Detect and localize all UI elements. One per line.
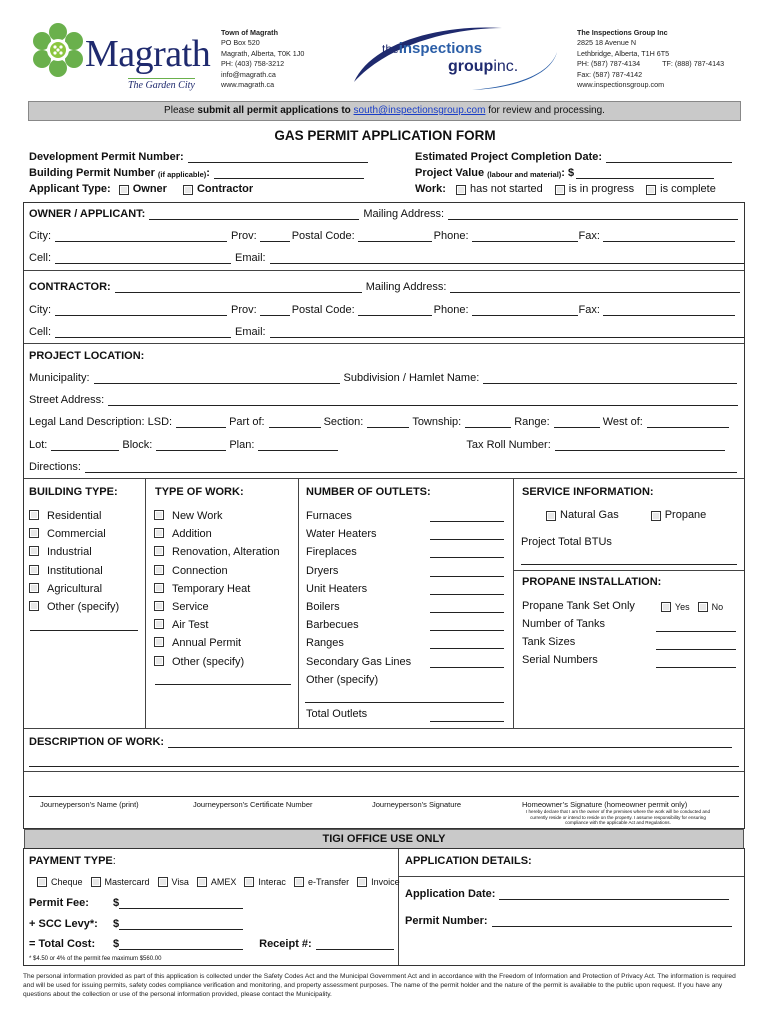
type-of-work-item[interactable] (154, 653, 280, 671)
tig-wordmark-line2 (448, 58, 518, 76)
type-of-work-item[interactable] (154, 616, 280, 634)
method-label: Interac (258, 877, 286, 887)
not-started-label: has not started (469, 183, 543, 195)
checkbox[interactable] (29, 565, 39, 575)
checkbox[interactable] (154, 528, 164, 538)
outlet-input[interactable] (430, 594, 504, 595)
type-of-work-title: TYPE OF WORK: (155, 486, 244, 498)
item-label: Service (172, 601, 209, 614)
checkbox[interactable] (154, 601, 164, 611)
tig-tf: TF: (888) 787-4143 (662, 59, 725, 69)
serials-label: Serial Numbers (522, 654, 598, 666)
homeowner-declaration: I hereby declare that I am the owner of the premises where the work will be conducted and currently reside or intend to reside on the property. I assume responsibility for ensuring compliance with the applicable Act and Regulations. (525, 809, 711, 826)
dev-permit-input[interactable] (188, 152, 368, 163)
contractor-mailing-label: Mailing Address: (365, 281, 447, 293)
tig-ph: PH: (587) 787-4134 (577, 59, 641, 69)
subdivision-input[interactable] (483, 373, 737, 384)
dev-permit-row (29, 151, 368, 163)
contractor-email-input[interactable] (270, 327, 744, 338)
street-label: Street Address: (29, 394, 105, 406)
outlet-input[interactable] (430, 539, 504, 540)
outlet-input[interactable] (430, 630, 504, 631)
scc-footnote: * $4.50 or 4% of the permit fee maximum $560.00 (29, 956, 162, 962)
work-label: Work: (415, 183, 446, 195)
method-label: e-Transfer (307, 877, 350, 887)
item-label: Other (specify) (47, 601, 120, 614)
app-details-title: APPLICATION DETAILS: (405, 855, 532, 867)
permit-number-input[interactable] (492, 916, 732, 927)
total-cost-label: = Total Cost: (29, 938, 96, 950)
checkbox[interactable] (154, 565, 164, 575)
item-label: Air Test (172, 619, 209, 632)
contractor-checkbox[interactable] (183, 185, 193, 195)
item-label: Industrial (47, 546, 92, 559)
submit-email-link[interactable]: south@inspectionsgroup.com (353, 105, 486, 116)
project-value-label: Project Value (415, 167, 485, 179)
lot-input[interactable] (51, 440, 119, 451)
outlet-label: Water Heaters (306, 528, 377, 541)
contractor-fax-input[interactable] (603, 305, 735, 316)
owner-name-input[interactable] (149, 209, 359, 220)
outlet-label: Boilers (306, 601, 340, 614)
owner-fax-label: Fax: (578, 230, 600, 242)
item-label: Residential (47, 510, 102, 522)
tank-set-row (522, 600, 723, 612)
owner-fax-input[interactable] (603, 231, 735, 242)
payment-title-text: PAYMENT TYPE (29, 855, 113, 867)
checkbox[interactable] (29, 528, 39, 538)
building-type-list (29, 507, 119, 616)
owner-row-2 (29, 230, 735, 242)
complete-checkbox[interactable] (646, 185, 656, 195)
description-input[interactable] (168, 737, 732, 748)
journeyperson-name-label: Journeyperson’s Name (print) (40, 800, 139, 809)
interac-checkbox[interactable] (244, 877, 254, 887)
outlet-input[interactable] (430, 576, 504, 577)
divider (398, 849, 399, 965)
natural-gas-checkbox[interactable] (546, 511, 556, 521)
divider (513, 570, 744, 571)
type-of-work-other-input[interactable] (155, 684, 291, 685)
item-label: Agricultural (47, 582, 103, 595)
bldg-permit-input[interactable] (214, 168, 364, 179)
owner-row-1 (29, 208, 738, 220)
sizes-input[interactable] (656, 649, 736, 650)
item-label: New Work (172, 510, 223, 522)
receipt-label: Receipt #: (259, 938, 312, 950)
project-value-input[interactable] (576, 168, 714, 179)
homeowner-sig-label: Homeowner’s Signature (homeowner permit only) (522, 800, 688, 809)
building-type-item[interactable] (29, 598, 119, 616)
total-outlets-label: Total Outlets (306, 708, 368, 720)
permit-fee-row (29, 897, 243, 909)
tanks-label: Number of Tanks (522, 618, 605, 630)
mastercard-checkbox[interactable] (91, 877, 101, 887)
outlet-label: Fireplaces (306, 546, 357, 559)
etransfer-checkbox[interactable] (294, 877, 304, 887)
contractor-mailing-input[interactable] (450, 282, 740, 293)
dollar: : $ (561, 167, 575, 179)
no-label: No (711, 602, 724, 612)
magrath-logo (30, 18, 210, 93)
location-row-3 (29, 416, 729, 428)
description-input-2[interactable] (29, 766, 739, 767)
invoice-checkbox[interactable] (357, 877, 367, 887)
location-row-5 (29, 461, 737, 473)
item-label: Addition (172, 528, 212, 541)
not-started-checkbox[interactable] (456, 185, 466, 195)
owner-email-label: Email: (235, 252, 266, 264)
contractor-row-2 (29, 304, 735, 316)
location-row-4 (29, 439, 725, 451)
btus-label: Project Total BTUs (521, 536, 612, 548)
signature-line[interactable] (29, 796, 739, 797)
app-date-input[interactable] (499, 889, 729, 900)
range-label: Range: (514, 416, 550, 428)
addr-line: Town of Magrath (221, 28, 278, 37)
propane-title: PROPANE INSTALLATION: (522, 576, 662, 588)
tanks-input[interactable] (656, 631, 736, 632)
type-of-work-item[interactable] (154, 598, 280, 616)
range-input[interactable] (554, 417, 600, 428)
yes-label: Yes (674, 602, 690, 612)
colon: : (112, 855, 116, 867)
service-fuel-row (546, 509, 706, 521)
contractor-phone-input[interactable] (472, 305, 578, 316)
visa-checkbox[interactable] (158, 877, 168, 887)
est-completion-input[interactable] (606, 152, 732, 163)
description-title: DESCRIPTION OF WORK: (29, 736, 165, 748)
owner-city-label: City: (29, 230, 51, 242)
checkbox[interactable] (154, 619, 164, 629)
receipt-input[interactable] (316, 939, 394, 950)
owner-email-input[interactable] (270, 253, 744, 264)
method-label: AMEX (210, 877, 237, 887)
app-date-row (405, 888, 729, 900)
divider (399, 876, 744, 877)
magrath-wordmark: Magrath (85, 33, 211, 75)
divider (298, 479, 299, 728)
contractor-prov-label: Prov: (231, 304, 257, 316)
item-label: Connection (172, 564, 228, 577)
est-completion-row (415, 151, 732, 163)
township-label: Township: (412, 416, 462, 428)
if-applicable-note: (if applicable) (157, 170, 207, 179)
lot-label: Lot: (29, 439, 48, 451)
section-input[interactable] (367, 417, 409, 428)
project-value-row (415, 167, 714, 179)
permit-number-label: Permit Number: (405, 915, 488, 927)
outlet-label: Unit Heaters (306, 582, 368, 595)
building-type-item[interactable] (29, 580, 119, 598)
flower-icon (32, 22, 84, 80)
complete-label: is complete (660, 183, 716, 195)
est-completion-label: Estimated Project Completion Date: (415, 151, 603, 163)
block-input[interactable] (156, 440, 226, 451)
method-label: Invoice (371, 877, 400, 887)
owner-checkbox[interactable] (119, 185, 129, 195)
township-input[interactable] (465, 417, 511, 428)
in-progress-checkbox[interactable] (555, 185, 565, 195)
work-status-row (415, 183, 716, 195)
street-input[interactable] (108, 395, 738, 406)
owner-title: OWNER / APPLICANT: (29, 208, 146, 220)
location-title: PROJECT LOCATION: (29, 350, 145, 362)
btus-input[interactable] (521, 564, 737, 565)
addr-line: www.inspectionsgroup.com (577, 80, 665, 90)
item-label: Renovation, Alteration (172, 546, 280, 559)
building-type-item[interactable] (29, 507, 119, 525)
owner-mailing-label: Mailing Address: (363, 208, 445, 220)
amex-checkbox[interactable] (197, 877, 207, 887)
checkbox[interactable] (154, 637, 164, 647)
payment-methods (37, 877, 400, 887)
part-of-label: Part of: (229, 416, 265, 428)
owner-cell-label: Cell: (29, 252, 52, 264)
building-type-item[interactable] (29, 543, 119, 561)
type-of-work-item[interactable] (154, 543, 280, 561)
checkbox[interactable] (29, 601, 39, 611)
dev-permit-label: Development Permit Number: (29, 151, 184, 163)
checkbox[interactable] (29, 583, 39, 593)
directions-input[interactable] (85, 462, 737, 473)
type-of-work-item[interactable] (154, 525, 280, 543)
contractor-postal-label: Postal Code: (291, 304, 355, 316)
addr-line: info@magrath.ca (221, 69, 276, 79)
type-of-work-item[interactable] (154, 562, 280, 580)
checkbox[interactable] (154, 546, 164, 556)
propane-label: Propane (664, 509, 707, 521)
bldg-permit-row (29, 167, 364, 179)
owner-phone-input[interactable] (472, 231, 578, 242)
contractor-label: Contractor (196, 183, 254, 195)
permit-number-row (405, 915, 732, 927)
addr-line: PO Box 520 (221, 38, 260, 48)
lsd-label: Legal Land Description: LSD: (29, 416, 173, 428)
applicant-type-row (29, 183, 253, 195)
owner-cell-input[interactable] (55, 253, 231, 264)
contractor-row-1 (29, 281, 740, 293)
office-use-bar (24, 829, 744, 849)
building-type-title: BUILDING TYPE: (29, 486, 118, 498)
tig-inspections: inspections (398, 40, 483, 57)
tank-set-label: Propane Tank Set Only (522, 600, 635, 612)
journeyperson-sig-label: Journeyperson’s Signature (372, 800, 462, 809)
tig-logo (352, 22, 562, 94)
contractor-name-input[interactable] (115, 282, 362, 293)
applicant-type-label: Applicant Type: (29, 183, 111, 195)
addr-line: www.magrath.ca (221, 80, 275, 90)
addr-line: The Inspections Group Inc (577, 28, 668, 37)
outlet-input[interactable] (430, 648, 504, 649)
scc-label: + SCC Levy*: (29, 918, 98, 930)
scc-input[interactable] (119, 919, 243, 930)
section-label: Section: (323, 416, 364, 428)
lsd-input[interactable] (176, 417, 226, 428)
divider (24, 771, 744, 772)
outlet-label: Secondary Gas Lines (306, 655, 412, 668)
colon: : (206, 167, 210, 179)
contractor-title: CONTRACTOR: (29, 281, 111, 293)
dollar: $ (113, 918, 120, 930)
outlets-title: NUMBER OF OUTLETS: (306, 486, 431, 498)
location-row-2 (29, 394, 738, 406)
bldg-permit-label: Building Permit Number (29, 167, 155, 179)
checkbox[interactable] (29, 510, 39, 520)
owner-prov-input[interactable] (260, 231, 290, 242)
outlet-input[interactable] (430, 557, 504, 558)
privacy-notice: The personal information provided as part of this application is collected under the Safety Codes Act and the Municipal Government Act and in accordance with the Freedom of Information and Protection of Privacy Act. The information is required and will be used for issuing permits, safety codes compliance verification and monitoring, and property assessment purposes. The name of the permit holder and the nature of the permit is available to the public upon request. If you have any questions about the collection or use of the personal information provided, please contact the Municipality. (23, 973, 736, 998)
total-cost-row (29, 938, 394, 950)
addr-line: Fax: (587) 787-4142 (577, 69, 643, 79)
method-label: Mastercard (104, 877, 150, 887)
checkbox[interactable] (154, 510, 164, 520)
checkbox[interactable] (154, 656, 164, 666)
dollar: $ (113, 897, 120, 909)
contractor-postal-input[interactable] (358, 305, 432, 316)
contractor-prov-input[interactable] (260, 305, 290, 316)
tig-group: group (448, 58, 494, 75)
divider (513, 479, 514, 728)
addr-line: Magrath, Alberta, T0K 1J0 (221, 48, 305, 58)
outlets-list (306, 507, 411, 689)
contractor-row-3 (29, 326, 744, 338)
plan-label: Plan: (229, 439, 255, 451)
scc-row (29, 918, 243, 930)
contractor-cell-input[interactable] (55, 327, 231, 338)
propane-checkbox[interactable] (651, 511, 661, 521)
addr-line: Lethbridge, Alberta, T1H 6T5 (577, 48, 670, 58)
app-date-label: Application Date: (405, 888, 496, 900)
divider (145, 479, 146, 728)
building-type-item[interactable] (29, 525, 119, 543)
outlet-label: Dryers (306, 564, 339, 577)
divider (24, 270, 744, 271)
item-label: Commercial (47, 528, 106, 541)
tax-roll-label: Tax Roll Number: (466, 439, 551, 451)
labour-note: (labour and material) (487, 170, 562, 179)
owner-label: Owner (132, 183, 167, 195)
tig-address (577, 28, 724, 90)
type-of-work-item[interactable] (154, 634, 280, 652)
outlet-label: Furnaces (306, 510, 352, 522)
contractor-fax-label: Fax: (578, 304, 600, 316)
serials-input[interactable] (656, 667, 736, 668)
dollar: $ (113, 938, 120, 950)
outlet-label: Ranges (306, 637, 344, 650)
method-label: Cheque (51, 877, 83, 887)
form-title: GAS PERMIT APPLICATION FORM (274, 128, 496, 143)
checkbox[interactable] (154, 583, 164, 593)
total-outlets-input[interactable] (430, 721, 504, 722)
banner-text: for review and processing. (485, 105, 605, 116)
checkbox[interactable] (29, 546, 39, 556)
owner-prov-label: Prov: (231, 230, 257, 242)
building-type-item[interactable] (29, 562, 119, 580)
addr-line: PH: (403) 758-3212 (221, 59, 285, 69)
owner-postal-label: Postal Code: (291, 230, 355, 242)
location-row-1 (29, 372, 737, 384)
municipality-label: Municipality: (29, 372, 90, 384)
contractor-city-label: City: (29, 304, 51, 316)
no-checkbox[interactable] (698, 602, 708, 612)
payment-title (29, 855, 116, 867)
outlet-label: Other (specify) (306, 673, 379, 686)
item-label: Institutional (47, 564, 103, 577)
tig-phones (577, 59, 724, 69)
contractor-city-input[interactable] (55, 305, 227, 316)
in-progress-label: is in progress (568, 183, 635, 195)
journeyperson-cert-label: Journeyperson’s Certificate Number (193, 800, 313, 809)
west-of-label: West of: (602, 416, 643, 428)
outlet-other-input[interactable] (305, 702, 504, 703)
item-label: Annual Permit (172, 637, 242, 650)
permit-fee-label: Permit Fee: (29, 897, 89, 909)
type-of-work-list (154, 507, 280, 671)
yes-checkbox[interactable] (661, 602, 671, 612)
outlet-input[interactable] (430, 667, 504, 668)
tax-roll-input[interactable] (555, 440, 725, 451)
outlet-input[interactable] (430, 612, 504, 613)
subdivision-label: Subdivision / Hamlet Name: (343, 372, 480, 384)
divider (24, 728, 744, 729)
description-row (29, 736, 732, 748)
item-label: Temporary Heat (172, 582, 251, 595)
building-type-other-input[interactable] (30, 630, 138, 631)
sizes-label: Tank Sizes (522, 636, 576, 648)
magrath-address (221, 28, 304, 90)
tig-the: the (382, 42, 399, 56)
magrath-tagline: The Garden City (128, 80, 195, 91)
plan-input[interactable] (258, 440, 338, 451)
block-label: Block: (122, 439, 153, 451)
method-label: Visa (171, 877, 189, 887)
banner-text: Please (164, 105, 198, 116)
owner-postal-input[interactable] (358, 231, 432, 242)
type-of-work-item[interactable] (154, 507, 280, 525)
part-of-input[interactable] (269, 417, 321, 428)
outlet-label: Barbecues (306, 619, 359, 632)
owner-row-3 (29, 252, 744, 264)
owner-city-input[interactable] (55, 231, 227, 242)
outlet-input[interactable] (430, 521, 504, 522)
divider (24, 478, 744, 479)
cheque-checkbox[interactable] (37, 877, 47, 887)
banner-bold: submit all permit applications to (197, 105, 354, 116)
permit-fee-input[interactable] (119, 898, 243, 909)
owner-mailing-input[interactable] (448, 209, 738, 220)
directions-label: Directions: (29, 461, 81, 473)
west-of-input[interactable] (647, 417, 729, 428)
owner-phone-label: Phone: (433, 230, 469, 242)
tig-wordmark-line1 (382, 40, 482, 57)
divider (24, 343, 744, 344)
office-use-title: TIGI OFFICE USE ONLY (322, 833, 446, 845)
tig-inc: inc. (493, 58, 519, 75)
service-title: SERVICE INFORMATION: (522, 486, 654, 498)
contractor-phone-label: Phone: (433, 304, 469, 316)
type-of-work-item[interactable] (154, 580, 280, 598)
contractor-email-label: Email: (235, 326, 266, 338)
municipality-input[interactable] (94, 373, 340, 384)
total-cost-input[interactable] (119, 939, 243, 950)
contractor-cell-label: Cell: (29, 326, 52, 338)
addr-line: 2825 18 Avenue N (577, 38, 637, 48)
natural-gas-label: Natural Gas (560, 509, 619, 521)
item-label: Other (specify) (172, 655, 245, 668)
submit-banner (28, 101, 741, 121)
